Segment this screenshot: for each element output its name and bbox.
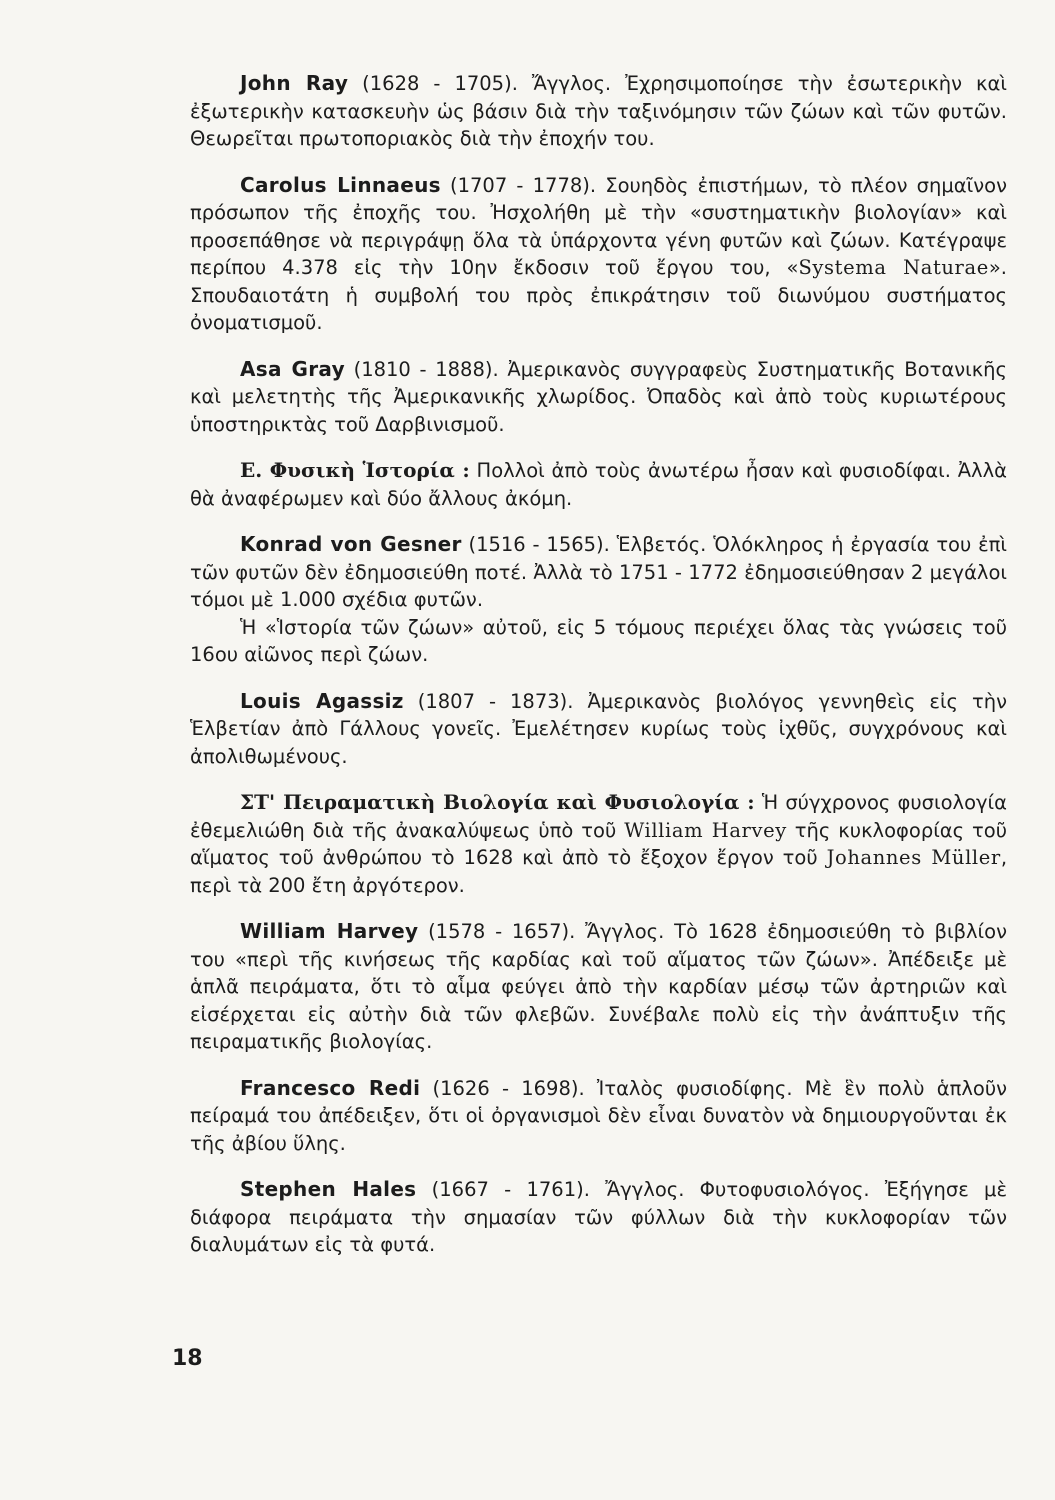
entry-text: Ἡ σύγχρονος φυσιολογία ἐθεμελιώθη διὰ τῆς ἀνακαλύψεως ὑπὸ τοῦ — [190, 791, 1008, 842]
entry-text: τῆς κυκλοφορίας τοῦ αἵματος τοῦ ἀνθρώπου τὸ 1628 καὶ ἀπὸ τὸ ἔξοχον ἔργον τοῦ — [190, 818, 1007, 869]
person-name: John Ray — [240, 71, 349, 95]
entry-william-harvey — [190, 918, 1007, 1056]
entry-asa-gray — [190, 356, 1007, 439]
life-dates: (1626 - 1698). — [432, 1076, 585, 1100]
person-name: Asa Gray — [240, 356, 345, 381]
life-dates: (1707 - 1778). — [450, 173, 597, 197]
section-heading: Ε. Φυσικὴ Ἱστορία : — [240, 458, 470, 482]
latin-name: Johannes Müller — [826, 846, 1001, 869]
entry-text: Ἀμερικανὸς συγγραφεὺς Συστηματικῆς Βοτανικῆς καὶ μελετητὴς τῆς Ἀμερικανικῆς χλωρίδος. Ὀπαδὸς καὶ ἀπὸ τοὺς κυριωτέρους ὑποστηρικτὰς τοῦ Δαρβινισμοῦ. — [190, 357, 1007, 436]
entry-text: Ἰταλὸς φυσιοδίφης. Μὲ ἓν πολὺ ἁπλοῦν πείραμά του ἀπέδειξεν, ὅτι οἱ ὀργανισμοὶ δὲν εἶναι δυνατὸν νὰ δημιουργοῦνται ἐκ τῆς ἀβίου ὕλης. — [190, 1076, 1007, 1155]
section-heading: ΣΤ' Πειραματικὴ Βιολογία καὶ Φυσιολογία : — [240, 790, 755, 814]
entry-text: Ἑλβετός. Ὁλόκληρος ἡ ἐργασία του ἐπὶ τῶν φυτῶν δὲν ἐδημοσιεύθη ποτέ. Ἀλλὰ τὸ 1751 - 1772 ἐδημοσιεύθησαν 2 μεγάλοι τόμοι μὲ 1.000 σχέδια φυτῶν. — [190, 533, 1007, 611]
person-name: Louis Agassiz — [240, 688, 404, 713]
entry-text: Ἄγγλος. Ἐχρησιμοποίησε τὴν ἐσωτερικὴν καὶ ἐξωτερικὴν κατασκευὴν ὡς βάσιν διὰ τὴν ταξινόμησιν τῶν ζώων καὶ τῶν φυτῶν. Θεωρεῖται πρωτοποριακὸς διὰ τὴν ἐποχήν του. — [190, 72, 1007, 150]
entry-carolus-linnaeus — [190, 172, 1007, 337]
person-name: Konrad von Gesner — [240, 532, 462, 556]
page-number: 18 — [172, 1346, 203, 1371]
entry-text: Ἀμερικανὸς βιολόγος γεννηθεὶς εἰς τὴν Ἑλβετίαν ἀπὸ Γάλλους γονεῖς. Ἐμελέτησεν κυρίως τοὺς ἰχθῦς, συγχρόνους καὶ ἀπολιθωμένους. — [190, 689, 1007, 768]
entry-text: , περὶ τὰ 200 ἔτη ἀργότερον. — [190, 846, 1008, 897]
life-dates: (1810 - 1888). — [353, 357, 499, 381]
entry-text: Ἄγγλος. Φυτοφυσιολόγος. Ἐξήγησε μὲ διάφορα πειράματα τὴν σημασίαν τῶν φύλλων διὰ τὴν κυκλοφορίαν τῶν διαλυμάτων εἰς τὰ φυτά. — [190, 1178, 1007, 1256]
entry-text: Πολλοὶ ἀπὸ τοὺς ἀνωτέρω ἦσαν καὶ φυσιοδίφαι. Ἀλλὰ θὰ ἀναφέρωμεν καὶ δύο ἄλλους ἀκόμη. — [190, 459, 1007, 510]
entry-konrad-von-gesner — [190, 531, 1007, 614]
latin-title: Systema Naturae — [798, 256, 989, 279]
entry-francesco-redi — [190, 1075, 1007, 1158]
entry-text: ». Σπουδαιοτάτη ἡ συμβολή του πρὸς ἐπικράτησιν τοῦ διωνύμου συστήματος ὀνοματισμοῦ. — [190, 256, 1007, 334]
person-name: Carolus Linnaeus — [240, 172, 441, 197]
entry-stephen-hales — [190, 1176, 1007, 1259]
entry-text: Ἡ «Ἱστορία τῶν ζώων» αὐτοῦ, εἰς 5 τόμους περιέχει ὅλας τὰς γνώσεις τοῦ 16ου αἰῶνος περὶ ζώων. — [190, 615, 1007, 666]
latin-name: William Harvey — [624, 818, 787, 842]
entry-louis-agassiz — [190, 688, 1007, 771]
entry-konrad-von-gesner-continued — [190, 614, 1007, 669]
entry-john-ray — [190, 70, 1007, 153]
life-dates: (1667 - 1761). — [431, 1178, 590, 1201]
person-name: William Harvey — [240, 919, 419, 943]
life-dates: (1578 - 1657). — [428, 920, 576, 943]
section-experimental-biology — [190, 789, 1007, 899]
life-dates: (1516 - 1565). — [468, 533, 610, 556]
person-name: Stephen Hales — [240, 1177, 417, 1201]
life-dates: (1628 - 1705). — [362, 72, 518, 95]
entry-text: Ἄγγλος. Τὸ 1628 ἐδημοσιεύθη τὸ βιβλίον του «περὶ τῆς κινήσεως τῆς καρδίας καὶ τοῦ αἵματος τῶν ζώων». Ἀπέδειξε μὲ ἁπλᾶ πειράματα, ὅτι τὸ αἷμα φεύγει ἀπὸ τὴν καρδίαν μέσῳ τῶν ἀρτηριῶν καὶ εἰσέρχεται εἰς αὐτὴν διὰ τῶν φλεβῶν. Συνέβαλε πολὺ εἰς τὴν ἀνάπτυξιν τῆς πειραματικῆς βιολογίας. — [190, 920, 1007, 1053]
life-dates: (1807 - 1873). — [417, 689, 574, 713]
entry-text: Σουηδὸς ἐπιστήμων, τὸ πλέον σημαῖνον πρόσωπον τῆς ἐποχῆς του. Ἠσχολήθη μὲ τὴν «συστηματικὴν βιολογίαν» καὶ προσεπάθησε νὰ περιγράψῃ ὅλα τὰ ὑπάρχοντα γένη φυτῶν καὶ ζώων. Κατέγραψε περίπου 4.378 εἰς τὴν 10ην ἔκδοσιν τοῦ ἔργου του, « — [190, 173, 1007, 279]
person-name: Francesco Redi — [240, 1075, 421, 1100]
section-natural-history — [190, 457, 1007, 512]
